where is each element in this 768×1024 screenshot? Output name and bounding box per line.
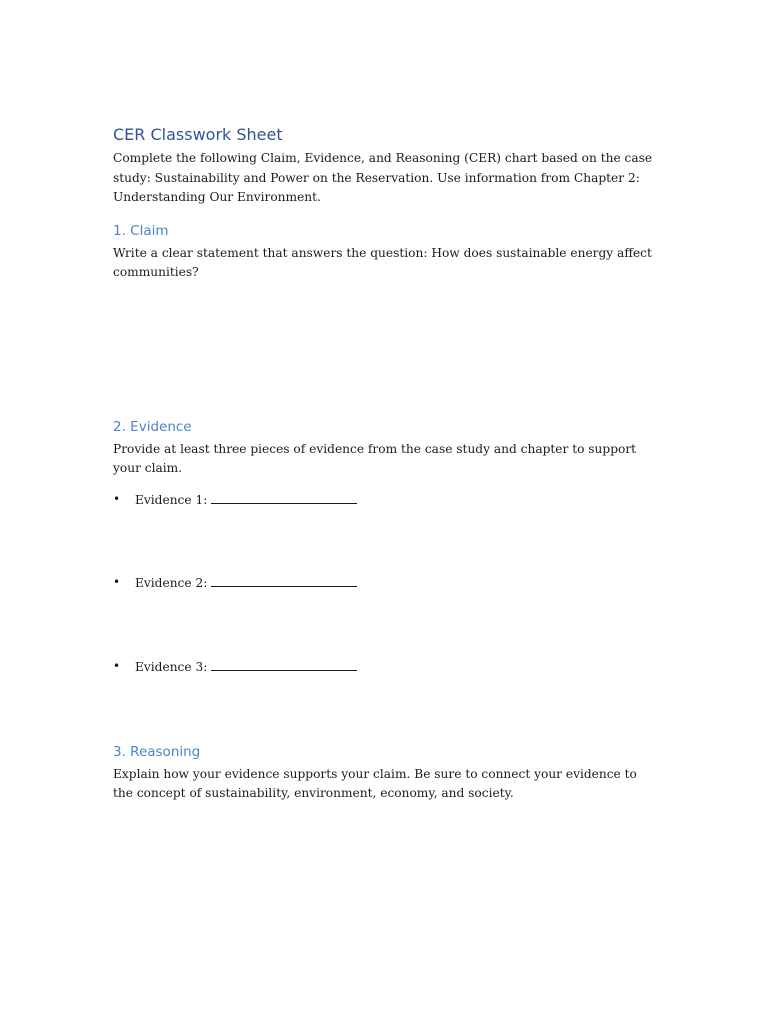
intro-paragraph: Complete the following Claim, Evidence, and Reasoning (CER) chart based on the case study: Sustainability and Power on the Reservation. Use information from Chapter 2: Understanding Our Environment. bbox=[113, 151, 653, 204]
evidence-label: Evidence 1: bbox=[135, 492, 208, 507]
answer-blank-line[interactable] bbox=[211, 490, 357, 504]
document-content bbox=[113, 124, 653, 804]
evidence-label: Evidence 3: bbox=[135, 659, 208, 674]
claim-prompt: Write a clear statement that answers the question: How does sustainable energy affect communities? bbox=[113, 245, 652, 279]
evidence-list bbox=[113, 490, 653, 676]
claim-heading: 1. Claim bbox=[113, 222, 169, 239]
answer-blank-line[interactable] bbox=[211, 573, 357, 587]
evidence-prompt: Provide at least three pieces of evidence from the case study and chapter to support your claim. bbox=[113, 441, 637, 475]
bullet-icon: • bbox=[113, 575, 121, 589]
evidence-item-3 bbox=[113, 657, 653, 676]
reasoning-prompt: Explain how your evidence supports your claim. Be sure to connect your evidence to the concept of sustainability, environment, economy, and society. bbox=[113, 766, 637, 800]
evidence-item-1 bbox=[113, 490, 653, 509]
bullet-icon: • bbox=[113, 491, 121, 506]
document-title: CER Classwork Sheet bbox=[113, 125, 283, 144]
evidence-item-2 bbox=[113, 573, 653, 592]
evidence-label: Evidence 2: bbox=[135, 576, 208, 590]
answer-blank-line[interactable] bbox=[211, 657, 357, 671]
bullet-icon: • bbox=[113, 658, 121, 673]
reasoning-heading: 3. Reasoning bbox=[113, 743, 201, 760]
evidence-heading: 2. Evidence bbox=[113, 418, 192, 435]
